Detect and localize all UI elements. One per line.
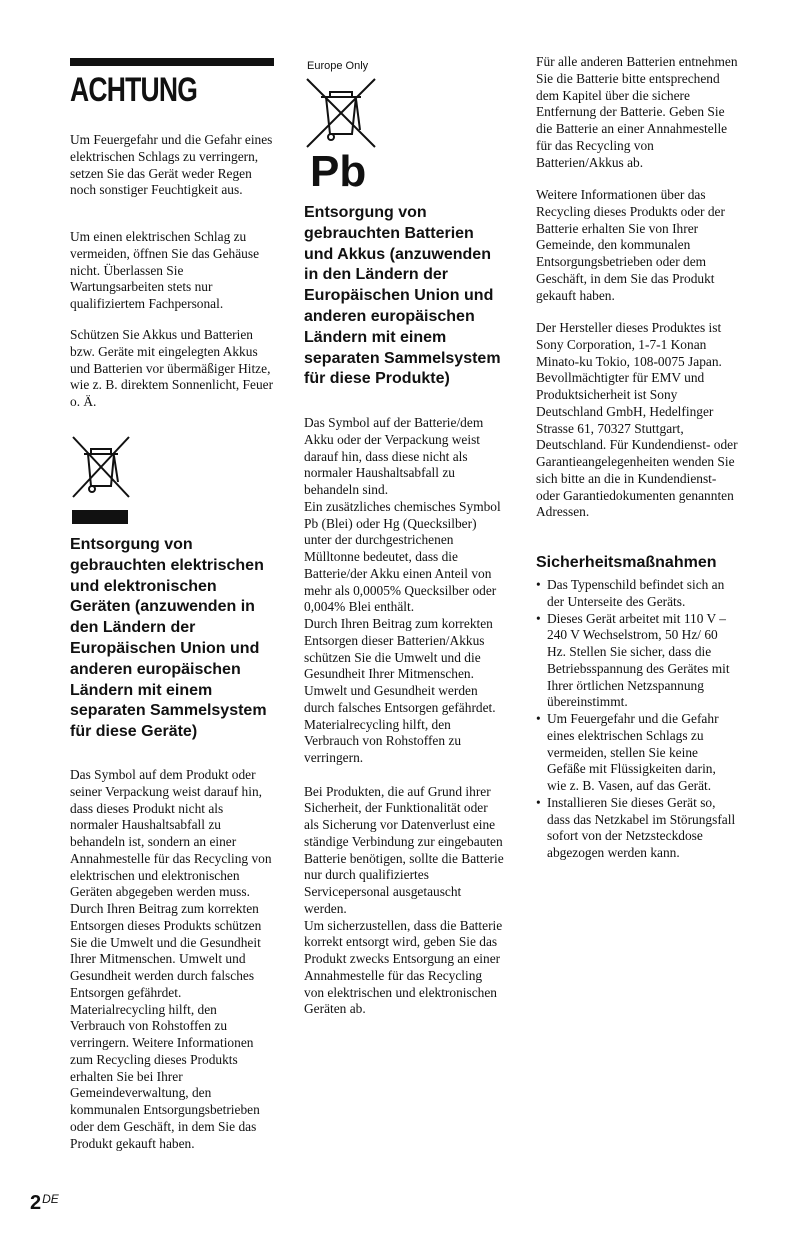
battery-text: Durch Ihren Beitrag zum korrekten Entsorgen dieser Batterien/Akkus schützen Sie die Umwelt und die Gesundheit Ihrer Mitmenschen. Umwelt und Gesundheit werden durch falsches Entsorgen gefährdet. Materialrecycling hilft, den Verbrauch von Rohstoffen zu verringern. bbox=[304, 616, 496, 765]
europe-only-label: Europe Only bbox=[307, 60, 369, 72]
battery-disposal-heading: Entsorgung von gebrauchten Batterien und Akkus (anzuwenden in den Ländern der Europäischen Union und anderen europäischen Ländern mit einem separaten Sammelsystem für diese Produkte) bbox=[304, 204, 501, 388]
warning-paragraph: Um einen elektrischen Schlag zu vermeiden, öffnen Sie das Gehäuse nicht. Überlassen Sie Wartungsarbeiten stets nur qualifiziertem Fachpersonal. bbox=[70, 229, 260, 311]
warning-paragraph: Um Feuergefahr und die Gefahr eines elektrischen Schlags zu verringern, setzen Sie das Gerät weder Regen noch sonstiger Feuchtigkeit aus. bbox=[70, 132, 273, 198]
safety-list bbox=[536, 577, 738, 862]
battery-text: Bei Produkten, die auf Grund ihrer Sicherheit, der Funktionalität oder als Sicherung vor Datenverlust eine ständige Verbindung zur eingebauten Batterie benötigen, sollte die Batterie nur durch qualifiziertes Servicepersonal ausgetauscht werden. bbox=[304, 783, 504, 916]
crossed-out-battery-bin-icon bbox=[304, 76, 378, 150]
list-item: • Installieren Sie dieses Gerät so, dass das Netzkabel im Störungsfall sofort von der Netzsteckdose abgezogen werden kann. bbox=[536, 795, 738, 862]
battery-text: Um sicherzustellen, dass die Batterie korrekt entsorgt wird, geben Sie das Produkt zwecks Entsorgung an einer Annahmestelle für das Recycling von elektrischen und elektronischen Geräten ab. bbox=[304, 917, 503, 1017]
list-item: • Um Feuergefahr und die Gefahr eines elektrischen Schlags zu vermeiden, stellen Sie keine Gefäße mit Flüssigkeiten darin, wie z. B. Vasen, auf das Gerät. bbox=[536, 711, 738, 795]
page-title: ACHTUNG bbox=[70, 71, 198, 109]
battery-disposal-body bbox=[304, 415, 504, 1018]
safety-heading: Sicherheitsmaßnahmen bbox=[536, 554, 717, 571]
pb-chemical-symbol: Pb bbox=[310, 147, 367, 196]
page-number-value: 2 bbox=[30, 1192, 42, 1214]
manufacturer-paragraph: Der Hersteller dieses Produktes ist Sony Corporation, 1-7-1 Konan Minato-ku Tokio, 108-0075 Japan. Bevollmächtigter für EMV und Produktsicherheit ist Sony Deutschland GmbH, Hedelfinger Strasse 61, 70327 Stuttgart, Deutschland. Für Kundendienst- oder Garantieangelegenheiten wenden Sie sich bitte an die in Kundendienst- oder Garantiedokumenten genannten Adressen. bbox=[536, 320, 738, 520]
crossed-out-bin-icon bbox=[70, 434, 132, 500]
warning-paragraph: Schützen Sie Akkus und Batterien bzw. Geräte mit eingelegten Akkus und Batterien vor übermäßiger Hitze, wie z. B. direktem Sonnenlicht, Feuer o. Ä. bbox=[70, 327, 274, 409]
battery-text: Ein zusätzliches chemisches Symbol Pb (Blei) oder Hg (Quecksilber) unter der durchgestrichenen Mülltonne bedeutet, dass die Batterie/der Akku einen Anteil von mehr als 0,0005% Quecksilber oder 0,004% Blei enthält. bbox=[304, 498, 501, 615]
list-item: • Dieses Gerät arbeitet mit 110 V – 240 V Wechselstrom, 50 Hz/ 60 Hz. Stellen Sie sicher, dass die Betriebsspannung des Gerätes mit Ihrer örtlichen Netzspannung übereinstimmt. bbox=[536, 611, 738, 712]
page-language-code: DE bbox=[42, 1192, 59, 1206]
list-item: • Das Typenschild befindet sich an der Unterseite des Geräts. bbox=[536, 577, 738, 611]
battery-text: Das Symbol auf der Batterie/dem Akku oder der Verpackung weist darauf hin, dass diese nicht als normaler Haushaltsabfall zu behandeln sind. bbox=[304, 415, 484, 497]
page-number bbox=[30, 1192, 59, 1215]
info-paragraph: Für alle anderen Batterien entnehmen Sie die Batterie bitte entsprechend dem Kapitel über die sichere Entfernung der Batterie. Geben Sie die Batterie an einer Annahmestelle für das Recycling von Batterien/Akkus ab. bbox=[536, 54, 738, 170]
weee-disposal-heading: Entsorgung von gebrauchten elektrischen und elektronischen Geräten (anzuwenden in den Ländern der Europäischen Union und anderen europäischen Ländern mit einem separaten Sammelsystem für diese Geräte) bbox=[70, 536, 267, 741]
weee-black-bar bbox=[72, 510, 128, 524]
info-paragraph: Weitere Informationen über das Recycling dieses Produkts oder der Batterie erhalten Sie von Ihrer Gemeinde, den kommunalen Entsorgungsbetrieben oder dem Geschäft, in dem Sie das Produkt gekauft haben. bbox=[536, 187, 725, 303]
title-rule bbox=[70, 58, 274, 66]
weee-disposal-text: Das Symbol auf dem Produkt oder seiner Verpackung weist darauf hin, dass dieses Produkt nicht als normaler Haushaltsabfall zu behandeln ist, sondern an einer Annahmestelle für das Recycling von elektrischen und elektronischen Geräten abgegeben werden muss. Durch Ihren Beitrag zum korrekten Entsorgen dieses Produkts schützen Sie die Umwelt und die Gesundheit Ihrer Mitmenschen. Umwelt und Gesundheit werden durch falsches Entsorgen gefährdet. Materialrecycling hilft, den Verbrauch von Rohstoffen zu verringern. Weitere Informationen zum Recycling dieses Produkts erhalten Sie bei Ihrer Gemeindeverwaltung, den kommunalen Entsorgungsbetrieben oder dem Geschäft, in dem Sie das Produkt gekauft haben. bbox=[70, 767, 272, 1151]
